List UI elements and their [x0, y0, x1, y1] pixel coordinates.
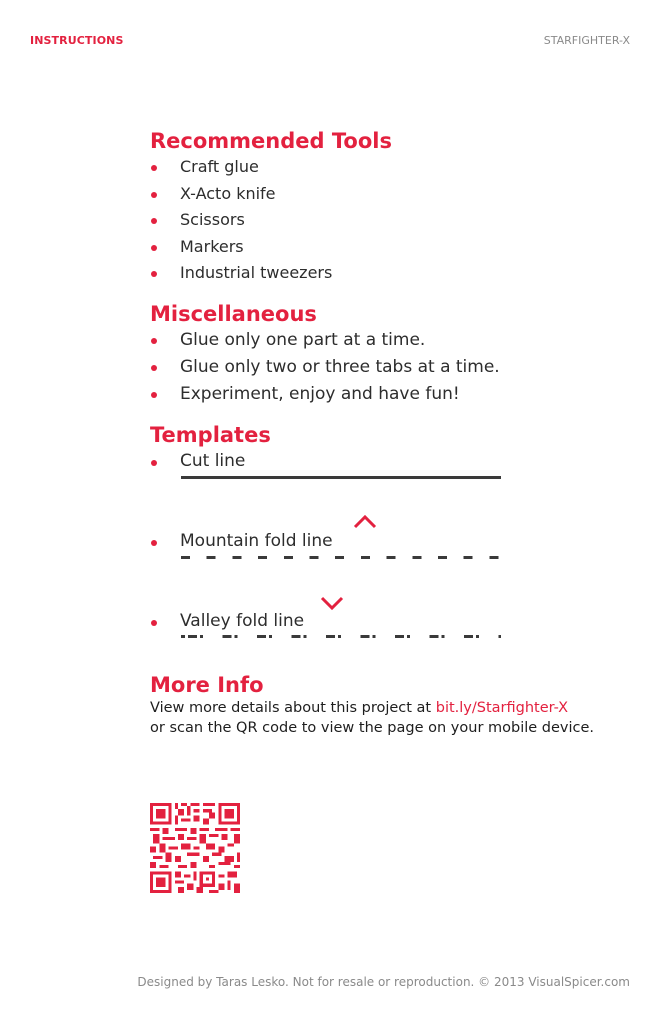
project-link[interactable]: bit.ly/Starfighter-X — [435, 699, 569, 716]
list-item: Scissors — [150, 207, 630, 234]
list-item: Industrial tweezers — [150, 260, 630, 287]
section-title: More Info — [150, 672, 264, 697]
header-title: STARFIGHTER-X — [543, 34, 630, 47]
bullet-icon — [151, 245, 157, 251]
content — [150, 128, 630, 738]
template-mountain-fold: Mountain fold line — [150, 528, 630, 608]
section-miscellaneous — [150, 301, 630, 408]
tools-list — [150, 154, 630, 287]
bullet-icon — [151, 540, 157, 546]
list-item: Glue only two or three tabs at a time. — [150, 354, 630, 381]
list-item: Glue only one part at a time. — [150, 327, 630, 354]
list-item: Markers — [150, 234, 630, 261]
cut-line-sample — [181, 476, 501, 479]
list-item: Craft glue — [150, 154, 630, 181]
section-title: Templates — [150, 422, 271, 447]
bullet-icon — [151, 271, 157, 277]
misc-list — [150, 327, 630, 408]
chevron-up-icon — [353, 514, 377, 530]
bullet-icon — [151, 192, 157, 198]
chevron-down-icon — [320, 595, 344, 611]
header-instructions: INSTRUCTIONS — [30, 34, 124, 47]
bullet-icon — [151, 218, 157, 224]
more-info-text: View more details about this project at bit.ly/Starfighter-X or scan the QR code to view the page on your mobile device. — [150, 699, 595, 736]
section-title: Recommended Tools — [150, 129, 392, 153]
bullet-icon — [151, 165, 157, 171]
bullet-icon — [151, 338, 157, 344]
qr-code-icon — [150, 803, 240, 893]
section-recommended-tools — [150, 128, 630, 287]
bullet-icon — [151, 460, 157, 466]
mountain-fold-line-sample — [181, 556, 501, 559]
section-templates — [150, 422, 630, 688]
template-cut-line: Cut line — [150, 448, 630, 528]
bullet-icon — [151, 392, 157, 398]
list-item: Experiment, enjoy and have fun! — [150, 381, 630, 408]
template-valley-fold: Valley fold line — [150, 608, 630, 688]
bullet-icon — [151, 365, 157, 371]
section-title: Miscellaneous — [150, 301, 317, 326]
valley-fold-line-sample — [181, 635, 501, 638]
footer-credits: Designed by Taras Lesko. Not for resale or reproduction. © 2013 VisualSpicer.com — [137, 975, 630, 989]
list-item: X-Acto knife — [150, 181, 630, 208]
bullet-icon — [151, 620, 157, 626]
